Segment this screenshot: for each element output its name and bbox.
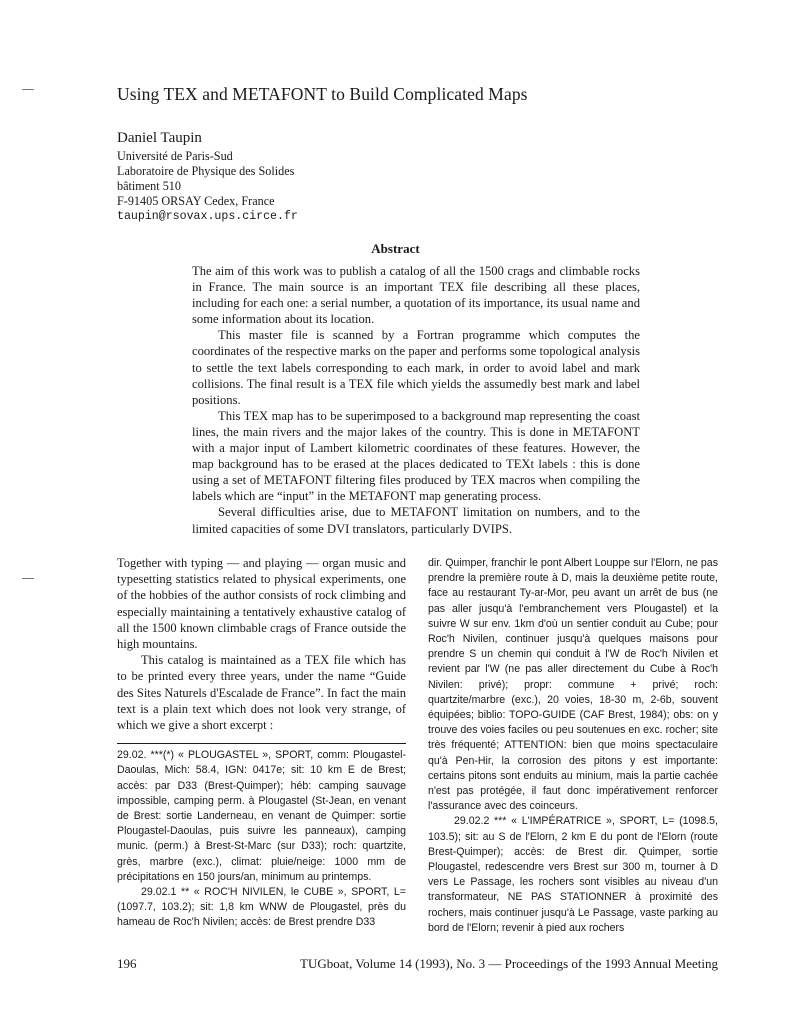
body-paragraph: Together with typing — and playing — organ music and typesetting statistics related to physical experiments, one of the hobbies of the author consists of rock climbing and especially maintaining a tentatively exhaustive catalog of all the 1500 known climbable crags of France outside the high mountains. <box>117 556 406 652</box>
page-number: 196 <box>117 956 137 971</box>
margin-mark <box>22 89 34 90</box>
left-column <box>117 555 406 931</box>
catalog-entry-continued: dir. Quimper, franchir le pont Albert Louppe sur l'Elorn, ne pas prendre la première route à D, mais la deuxième petite route, face au restaurant Ty-ar-Mor, peu avant un arrêt de bus (ne pas aller jusqu'à l'embranchement vers Plougastel) et la suivre W sur env. 1km d'où un sentier conduit au Cube; pour Roc'h Nivilen, continuer jusqu'à quelques maisons pour prendre S un chemin qui conduit à l'W de Roc'h Nivilen et revient par l'W (ne pas aller directement du Cube à Roc'h Nivilen: privé); propr: commune + privé; roch: quartzite/marbre (exc.), 20 voies, 18-30 m, 2-6b, souvent équipées; biblio: TOPO-GUIDE (CAF Brest, 1984); obs: on y trouve des voies faciles ou peu soutenues en exc. rocher; site très fréquenté; ATTENTION: bien que moins spectaculaire qu'à Pen-Hir, la corrosion des pitons y est importante: certains pitons sont enduits au minium, mais la partie cachée n'est pas protégée, il faut donc impérativement renforcer l'assurance avec des coinceurs. <box>428 557 718 813</box>
excerpt-rule <box>117 743 406 744</box>
page-footer <box>117 956 718 972</box>
author-affiliation <box>117 149 298 224</box>
abstract-paragraph: Several difficulties arise, due to METAFONT limitation on numbers, and to the limited capacities of some DVI translators, particularly DVIPS. <box>192 505 640 536</box>
affiliation-line: F-91405 ORSAY Cedex, France <box>117 194 275 208</box>
abstract-paragraph: This master file is scanned by a Fortran programme which computes the coordinates of the respective marks on the paper and performs some topological analysis to settle the text labels corresponding to each mark, in order to avoid label and mark collisions. The final result is a TEX file which yields the assumedly best mark and label positions. <box>192 328 640 407</box>
catalog-entry: 29.02.2 *** « L'IMPÉRATRICE », SPORT, L= (1098.5, 103.5); sit: au S de l'Elorn, 2 km E du pont de l'Elorn (route Brest-Quimper); accès: de Brest dir. Quimper, sortie Plougastel, redescendre vers Brest sur 300 m, tourner à D vers Le Passage, les rochers sont visibles au niveau d'un transformateur, NE PAS STATIONNER à proximité des rochers, mais continuer jusqu'à Le Passage, vaste parking au bord de l'Elorn; revenir à pied aux rochers <box>428 815 718 934</box>
abstract-paragraph: This TEX map has to be superimposed to a background map representing the coast lines, the main rivers and the major lakes of the country. This is done in METAFONT with a major input of Lambert kilometric coordinates of these features. However, the map background has to be erased at the places dedicated to TEXt labels : this is done using a set of METAFONT filtering files produced by TEX macros when compiling the labels which are “input” in the METAFONT map generating process. <box>192 408 640 504</box>
affiliation-line: bâtiment 510 <box>117 179 181 193</box>
paper-title: Using TEX and METAFONT to Build Complicated Maps <box>117 84 528 104</box>
author-name: Daniel Taupin <box>117 130 202 146</box>
abstract-body <box>192 263 640 537</box>
margin-mark <box>22 578 34 579</box>
author-email: taupin@rsovax.ups.circe.fr <box>117 210 298 223</box>
catalog-entry-start: 29.02.1 ** « ROC'H NIVILEN, le CUBE », SPORT, L= (1097.7, 103.2); sit: 1,8 km WNW de Plougastel, près du hameau de Roc'h Nivilen; accès: de Brest prendre D33 <box>117 886 406 929</box>
abstract-paragraph: The aim of this work was to publish a catalog of all the 1500 crags and climbable rocks in France. The main source is an important TEX file describing all these places, including for each one: a serial number, a quotation of its importance, its usual name and some information about its location. <box>192 264 640 327</box>
affiliation-line: Université de Paris-Sud <box>117 149 233 163</box>
body-paragraph: This catalog is maintained as a TEX file which has to be printed every three years, under the name “Guide des Sites Naturels d'Escalade de France”. In fact the main text is a plain text which does not look very strange, of which we give a short excerpt : <box>117 653 406 733</box>
journal-citation: TUGboat, Volume 14 (1993), No. 3 — Proceedings of the 1993 Annual Meeting <box>300 956 718 971</box>
catalog-excerpt <box>117 748 406 930</box>
right-column <box>428 556 718 936</box>
affiliation-line: Laboratoire de Physique des Solides <box>117 164 295 178</box>
catalog-entry: 29.02. ***(*) « PLOUGASTEL », SPORT, comm: Plougastel-Daoulas, Mich: 58.4, IGN: 0417e; sit: 10 km E de Brest; accès: par D33 (Brest-Quimper); héb: camping sauvage impossible, camping perm. à Plougastel (St-Jean, en venant de Brest: sortie Landerneau, en venant de Quimper: sortie Plougastel-Daoulas, puis suivre les panneaux), camping munic. (perm.) à Brest-St-Marc (sur D33); roch: quartzite, grès, marbre (exc.), climat: pluie/neige: 1000 mm de précipitations en 150 jours/an, minimum au printemps. <box>117 749 406 883</box>
abstract-heading: Abstract <box>371 241 420 256</box>
